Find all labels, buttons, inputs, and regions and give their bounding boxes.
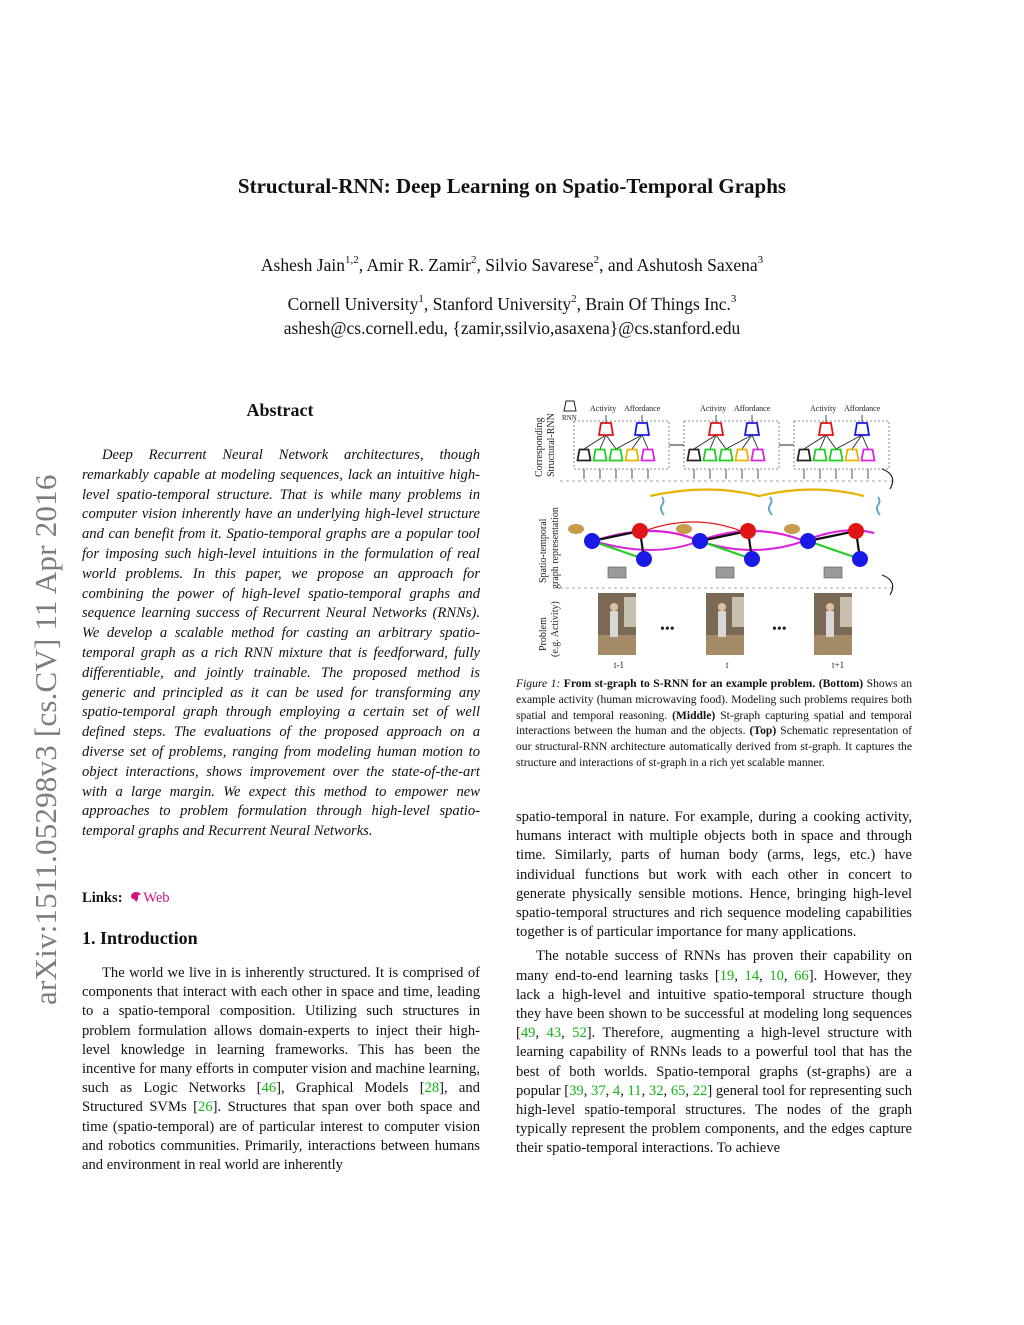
frame-person-head [718,603,726,611]
right-column-body [516,808,912,1159]
human-figure [661,497,664,515]
affiliation-mark: 1 [418,293,424,306]
rnn-legend-icon [564,401,576,411]
citation-link[interactable]: 4 [612,1082,621,1099]
srnn-blocks [574,404,889,479]
human-node-rnn [709,423,723,435]
bowl-object [784,524,800,534]
affordance-label: Affordance [844,404,881,413]
affiliation: Brain Of Things Inc. [585,294,731,314]
caption-label: Figure 1: [516,677,561,690]
object-node [692,533,708,549]
frame-counter [706,635,744,655]
srnn-connection [836,435,862,449]
srnn-block-frame [574,421,669,469]
srnn-connection [726,435,752,449]
web-link[interactable]: Web [143,890,170,906]
caption-text: St-graph capturing spatial and temporal interactions between the human and the objects. [516,708,912,738]
human-node [632,523,648,539]
object-node [636,551,652,567]
caption-text: Shows an example activity (human microwaving food). Modeling such problems requires both spatial and temporal reasoning. [516,677,913,722]
affiliation-mark: 3 [730,293,737,306]
row-label-srnn-1: Corresponding [534,417,545,477]
ellipsis-2: ••• [772,622,787,637]
row-label-problem-1: Problem [538,617,549,651]
unroll-arrow-bottom [882,575,893,595]
srnn-block-frame [684,421,779,469]
human-node [848,523,864,539]
figure-1-diagram [514,393,914,671]
paper-title: Structural-RNN: Deep Learning on Spatio-Temporal Graphs [237,174,787,198]
citation-link[interactable]: 49 [520,1025,536,1042]
citation-link[interactable]: 28 [424,1080,440,1097]
edge-rnn-unit [846,450,859,461]
author-name: Amir R. Zamir [366,255,472,275]
author-affil-mark: 1,2 [344,254,359,267]
frame-person-head [610,603,618,611]
microwave-object [608,567,626,578]
author-name: Ashesh Jain [260,255,345,275]
object-object-edge [808,541,860,559]
object-node [800,533,816,549]
frame-door [732,597,744,627]
citation-link[interactable]: 26 [198,1099,213,1116]
srnn-connection [742,435,752,449]
affordance-label: Affordance [734,404,771,413]
caption-text: Schematic representation of our structural-RNN architecture automatically derived from st-graph. It captures the structure and interactions of st-graph in a rich yet scalable manner. [516,724,913,769]
time-label-t-plus-1: t+1 [832,660,845,670]
citation-link[interactable]: 10 [769,967,784,984]
abstract-paragraph: Deep Recurrent Neural Network architectures, though remarkably capable at modeling sequences, lack an intuitive high-level spatio-temporal structure. That is while many problems in computer vision inherently have an underlying high-level structure and can benefit from it. Spatio-temporal graphs are a popular tool for imposing such high-level intuitions in the formulation of real world problems. In this paper, we propose an approach for combining the power of high-level spatio-temporal graphs and sequence learning success of Recurrent Neural Networks (RNNs). We develop a scalable method for casting an arbitrary spatio-temporal graph as a rich RNN mixture that is feedforward, fully differentiable, and jointly trainable. The proposed method is generic and principled as it can be used for transforming any spatio-temporal graph through employing a certain set of well defined steps. The evaluations of the proposed approach on a diverse set of problems, ranging from modeling human motion to object interactions, shows improvement over the state-of-the-art with a large margin. We expect this method to empower new approaches to problem formulation through high-level spatio-temporal graphs and Recurrent Neural Networks. [82,447,480,840]
citation-link[interactable]: 39 [569,1082,584,1099]
caption-top-marker: (Top) [749,724,777,738]
row-label-srnn-2: Structural-RNN [546,413,557,477]
rnn-legend-label: RNN [562,414,577,422]
edge-rnn-unit [814,450,827,461]
affiliation-mark: 2 [571,293,577,306]
affiliation-list: Cornell University$^1$, Stanford University$^2$, Brain Of Things Inc.$^3$ [287,293,737,314]
figure-1 [514,393,914,671]
section-heading-introduction: 1. Introduction [82,928,198,948]
affiliation: Stanford University [432,294,572,314]
author-affil-mark: 2 [593,254,600,267]
edge-rnn-unit [642,450,655,461]
edge-rnn-unit [578,450,591,461]
srnn-connection [862,435,868,449]
edge-rnn-unit [752,450,765,461]
microwave-object [824,567,842,578]
human-figure [877,497,880,515]
abstract-heading: Abstract [246,400,314,420]
body-paragraph: spatio-temporal in nature. For example, during a cooking activity, humans interact with multiple objects both in space and through time. Similarly, parts of human body (arms, legs, etc.) have individual functions but work with each other in concert to generate physically sensible motions. Hence, bringing high-level spatio-temporal structures and rich sequence modeling capabilities together is of particular importance for many applications. [516,809,912,941]
edge-rnn-unit [736,450,749,461]
links-label: Links: [82,890,123,906]
edge-rnn-unit [704,450,717,461]
citation-link[interactable]: 46 [261,1080,277,1097]
unroll-arrow-top [882,469,893,489]
citation-link[interactable]: 32 [648,1082,664,1099]
edge-rnn-unit [830,450,843,461]
srnn-connection [826,435,836,449]
row-label-stgraph-2: graph representation [550,507,561,589]
affordance-label: Affordance [624,404,661,413]
object-node [744,551,760,567]
citation-link[interactable]: 19 [719,967,735,984]
row-label-stgraph-1: Spatio-temporal [538,518,549,583]
srnn-connection [752,435,758,449]
edge-rnn-unit [610,450,623,461]
abstract-body [82,446,480,842]
frame-door [624,597,636,627]
edge-rnn-unit [798,450,811,461]
citation-link[interactable]: 66 [794,967,809,984]
srnn-connection [606,435,616,449]
human-figure [769,497,772,515]
microwave-object [716,567,734,578]
srnn-connection [632,435,642,449]
srnn-connection [616,435,642,449]
edge-rnn-unit [862,450,875,461]
srnn-connection [852,435,862,449]
citation-link[interactable]: 43 [546,1025,562,1042]
activity-label: Activity [700,404,727,413]
frame-door [840,597,852,627]
object-node-rnn [855,423,869,435]
frame-person [826,611,834,637]
bowl-object [568,524,584,534]
intro-body [82,964,480,1175]
human-node-rnn [599,423,613,435]
figure-1-caption [516,676,912,771]
frame-person-head [826,603,834,611]
human-node-rnn [819,423,833,435]
time-label-t-minus-1: t-1 [614,660,624,670]
author-name: Ashutosh Saxena [636,255,758,275]
links-row [82,890,170,907]
human-node [740,523,756,539]
arxiv-identifier: arXiv:1511.05298v3 [cs.CV] 11 Apr 2016 [28,474,63,1005]
srnn-connection [642,435,648,449]
bowl-object [676,524,692,534]
affiliation: Cornell University [287,294,419,314]
body-paragraph: The notable success of RNNs has proven their capability on many end-to-end learning tasks [19, 14, 10, 66]. However, they lack a high-level and intuitive spatio-temporal structure though they have been shown to be successful at modeling long sequences [49, 43, 52]. Therefore, augmenting a high-level structure with learning capability of RNNs leads to a powerful tool that has the best of both worlds. Spatio-temporal graphs (st-graphs) are a popular [39, 37, 4, 11, 32, 65, 22] general tool for representing such high-level spatio-temporal structures. The nodes of the graph typically represent the problem components, and the edges capture their spatio-temporal interactions. To achieve [516,948,913,1157]
srnn-block-frame [794,421,889,469]
caption-title: From st-graph to S-RNN for an example problem. (Bottom) [563,677,864,690]
object-node [584,533,600,549]
frame-person [718,611,726,637]
author-emails: ashesh@cs.cornell.edu, {zamir,ssilvio,asaxena}@cs.stanford.edu [283,318,741,338]
intro-paragraph: The world we live in is inherently structured. It is comprised of components that interact with each other in space and time, leading to a spatio-temporal composition. Utilizing such structures in problem formulation allows domain-experts to inject their high-level knowledge in learning frameworks. This has been the incentive for many efforts in computer vision and machine learning, such as Logic Networks [46], Graphical Models [28], and Structured SVMs [26]. Structures that span over both space and time (spatio-temporal) are of particular interest to computer vision and robotics communities. Primarily, interactions between humans and environment in real world are inherently [82,965,480,1174]
time-label-t: t [726,660,729,670]
citation-link[interactable]: 22 [692,1082,708,1099]
caption-middle-marker: (Middle) [672,708,716,722]
author-affil-mark: 2 [471,254,477,267]
web-link-icon [130,891,142,903]
citation-link[interactable]: 37 [591,1082,606,1099]
citation-link[interactable]: 52 [572,1025,587,1042]
ellipsis-1: ••• [660,622,675,637]
edge-rnn-unit [720,450,733,461]
edge-rnn-unit [594,450,607,461]
edge-rnn-unit [626,450,639,461]
srnn-connection [716,435,726,449]
edge-rnn-unit [688,450,701,461]
row-label-problem-2: (e.g. Activity) [550,601,561,657]
author-affil-mark: 3 [757,254,764,267]
frame-counter [814,635,852,655]
author-name: Silvio Savarese [485,255,594,275]
video-frames [598,593,852,655]
citation-link[interactable]: 65 [670,1082,686,1099]
object-node-rnn [635,423,649,435]
activity-label: Activity [590,404,617,413]
frame-person [610,611,618,637]
citation-link[interactable]: 14 [744,967,760,984]
author-list: Ashesh Jain$^{1,2}$, Amir R. Zamir$^2$, Silvio Savarese$^2$, and Ashutosh Saxena$^3$ [260,254,764,275]
temporal-edge-yellow [650,490,864,497]
frame-counter [598,635,636,655]
st-graph [568,497,880,578]
activity-label: Activity [810,404,837,413]
object-node-rnn [745,423,759,435]
citation-link[interactable]: 11 [627,1082,642,1099]
object-node [852,551,868,567]
